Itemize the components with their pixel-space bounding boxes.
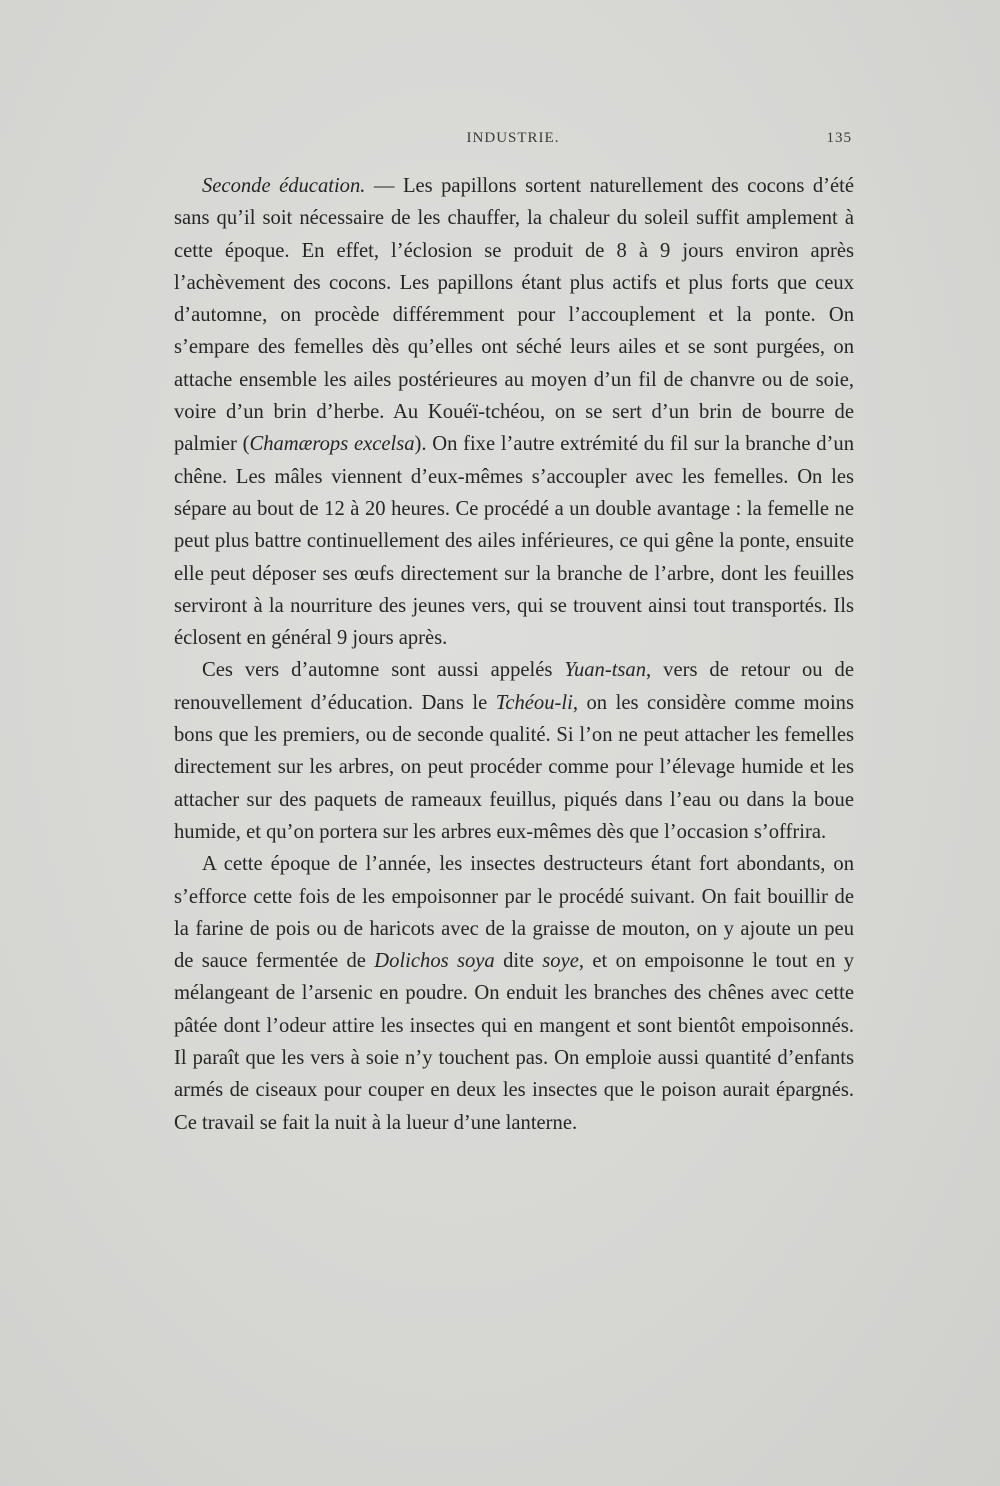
paragraph-insectes xyxy=(174,848,854,1139)
paragraph-seconde-education xyxy=(174,170,854,654)
italic-term: Chamærops excelsa xyxy=(249,433,415,456)
body-text xyxy=(174,170,854,1139)
text-segment: , vers de retour ou de renouvellement d’éducation. Dans le xyxy=(174,659,854,714)
italic-term: Yuan-tsan xyxy=(564,659,647,682)
italic-term: Tchéou-li xyxy=(495,691,573,714)
text-segment: ). On fixe l’autre extrémité du fil sur la branche d’un chêne. Les mâles viennent d’eux-mêmes s’accoupler avec les femelles. On les sépare au bout de 12 à 20 heures. Ce procédé a un double avantage : la femelle ne peut plus battre continuellement des ailes inférieures, ce qui gêne la ponte, ensuite elle peut déposer ses œufs directement sur la branche de l’arbre, dont les feuilles serviront à la nourriture des jeunes vers, qui se trouvent ainsi tout transportés. Ils éclosent en général 9 jours après. xyxy=(174,433,854,650)
paragraph-vers-automne xyxy=(174,654,854,848)
text-segment: dite xyxy=(494,950,543,973)
text-segment: A cette époque de l’année, les insectes destructeurs étant fort abondants, on s’efforce cette fois de les empoisonner par le procédé suivant. On fait bouillir de la farine de pois ou de haricots avec de la graisse de mouton, on y ajoute un peu de sauce fermentée de xyxy=(174,853,854,973)
section-lead-italic: Seconde éducation. xyxy=(202,175,366,197)
page-number: 135 xyxy=(826,130,852,146)
italic-term: Dolichos soya xyxy=(374,950,495,973)
text-segment: — Les papillons sortent naturellement des cocons d’été sans qu’il soit nécessaire de les chauffer, la chaleur du soleil suffit amplement à cette époque. En effet, l’éclosion se produit de 8 à 9 jours environ après l’achèvement des cocons. Les papillons étant plus actifs et plus forts que ceux d’automne, on procède différemment pour l’accouplement et la ponte. On s’empare des femelles dès qu’elles ont séché leurs ailes et se sont purgées, on attache ensemble les ailes postérieures au moyen d’un fil de chanvre ou de soie, voire d’un brin d’herbe. Au Kouéï-tchéou, on se sert d’un brin de bourre de palmier ( xyxy=(174,175,854,456)
running-head: INDUSTRIE. xyxy=(466,130,560,146)
text-segment: Ces vers d’automne sont aussi appelés xyxy=(202,659,565,682)
text-segment: , et on empoisonne le tout en y mélangeant de l’arsenic en poudre. On enduit les branches des chênes avec cette pâtée dont l’odeur attire les insectes qui en mangent et sont bientôt empoisonnés. Il paraît que les vers à soie n’y touchent pas. On emploie aussi quantité d’enfants armés de ciseaux pour couper en deux les insectes que le poison aurait épargnés. Ce travail se fait la nuit à la lueur d’une lanterne. xyxy=(174,950,854,1134)
italic-term: soye xyxy=(542,950,579,973)
text-segment: , on les considère comme moins bons que les premiers, ou de seconde qualité. Si l’on ne peut attacher les femelles directement sur les arbres, on peut procéder comme pour l’élevage humide et les attacher sur des paquets de rameaux feuillus, piqués dans l’eau ou dans la boue humide, et qu’on portera sur les arbres eux-mêmes dès que l’occasion s’offrira. xyxy=(174,691,854,843)
page-header xyxy=(174,130,852,152)
